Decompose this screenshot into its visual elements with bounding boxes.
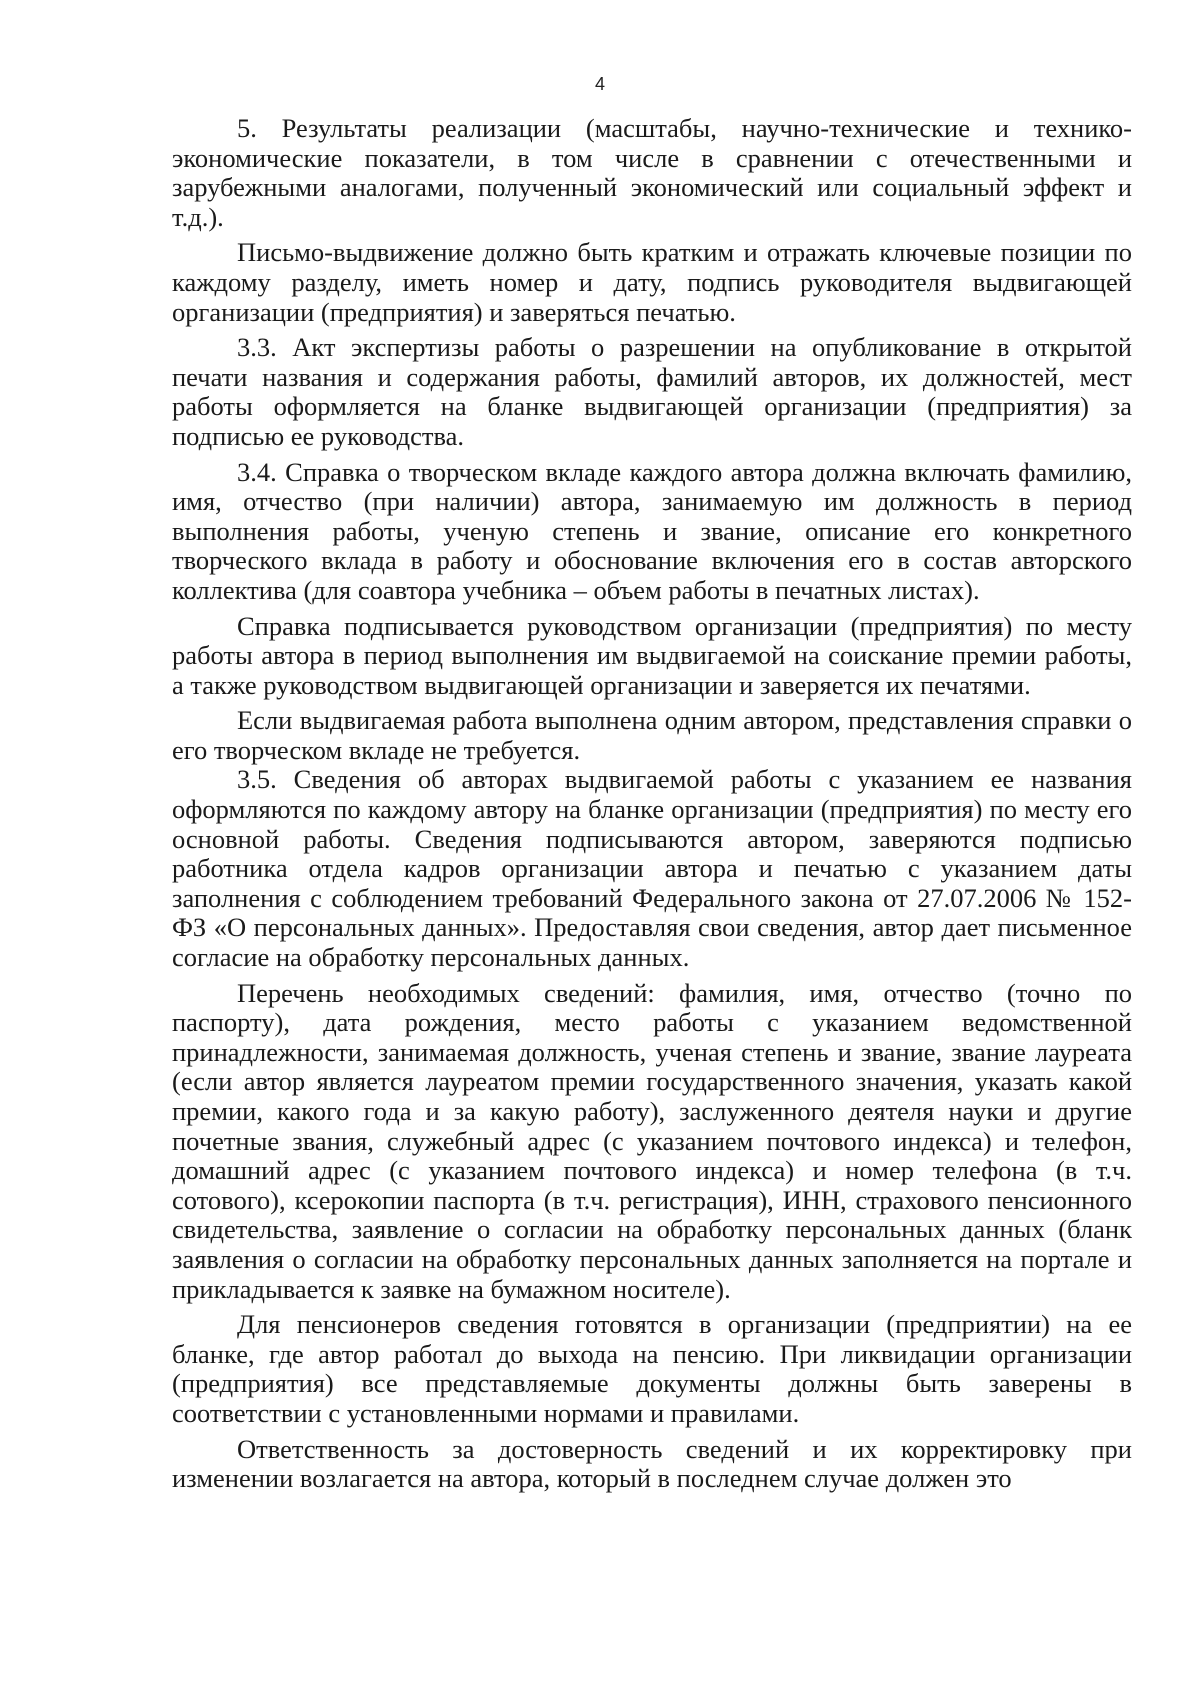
- paragraph-pensioners: Для пенсионеров сведения готовятся в организации (предприятии) на ее бланке, где автор работал до выхода на пенсию. При ликвидации организации (предприятия) все представляемые документы должны быть заверены в соответствии с установленными нормами и правилами.: [172, 1309, 1132, 1428]
- paragraph-required-info-list: Перечень необходимых сведений: фамилия, имя, отчество (точно по паспорту), дата рождения, место работы с указанием ведомственной принадлежности, занимаемая должность, ученая степень и звание, звание лауреата (если автор является лауреатом премии государственного значения, указать какой премии, какого года и за какую работу), заслуженного деятеля науки и другие почетные звания, служебный адрес (с указанием почтового индекса) и телефон, домашний адрес (с указанием почтового индекса) и номер телефона (в т.ч. сотового), ксерокопии паспорта (в т.ч. регистрация), ИНН, страхового пенсионного свидетельства, заявление о согласии на обработку персональных данных (бланк заявления о согласии на обработку персональных данных заполняется на портале и прикладывается к заявке на бумажном носителе).: [172, 977, 1132, 1304]
- paragraph-author-info: 3.5. Сведения об авторах выдвигаемой работы с указанием ее названия оформляются по каждому автору на бланке организации (предприятия) по месту его основной работы. Сведения подписываются автором, заверяются подписью работника отдела кадров организации автора и печатью с указанием даты заполнения с соблюдением требований Федерального закона от 27.07.2006 № 152-ФЗ «О персональных данных». Предоставляя свои сведения, автор дает письменное согласие на обработку персональных данных.: [172, 764, 1132, 973]
- document-body: [172, 114, 1132, 1494]
- paragraph-creative-contribution: 3.4. Справка о творческом вкладе каждого автора должна включать фамилию, имя, отчество (при наличии) автора, занимаемую им должность в период выполнения работы, ученую степень и звание, описание его конкретного творческого вклада в работу и обоснование включения его в состав авторского коллектива (для соавтора учебника – объем работы в печатных листах).: [172, 456, 1132, 605]
- paragraph-expertise-act: 3.3. Акт экспертизы работы о разрешении на опубликование в открытой печати названия и содержания работы, фамилий авторов, их должностей, мест работы оформляется на бланке выдвигающей организации (предприятия) за подписью ее руководства.: [172, 332, 1132, 451]
- paragraph-responsibility: Ответственность за достоверность сведений и их корректировку при изменении возлагается на автора, который в последнем случае должен это: [172, 1433, 1132, 1494]
- page-number: 4: [594, 74, 605, 94]
- paragraph-results: 5. Результаты реализации (масштабы, научно-технические и технико-экономические показатели, в том числе в сравнении с отечественными и зарубежными аналогами, полученный экономический или социальный эффект и т.д.).: [172, 113, 1132, 232]
- paragraph-certificate-signing: Справка подписывается руководством организации (предприятия) по месту работы автора в период выполнения им выдвигаемой на соискание премии работы, а также руководством выдвигающей организации и заверяется их печатями.: [172, 610, 1132, 700]
- paragraph-nomination-letter: Письмо-выдвижение должно быть кратким и отражать ключевые позиции по каждому разделу, иметь номер и дату, подпись руководителя выдвигающей организации (предприятия) и заверяться печатью.: [172, 237, 1132, 327]
- paragraph-single-author: Если выдвигаемая работа выполнена одним автором, представления справки о его творческом вкладе не требуется.: [172, 705, 1132, 765]
